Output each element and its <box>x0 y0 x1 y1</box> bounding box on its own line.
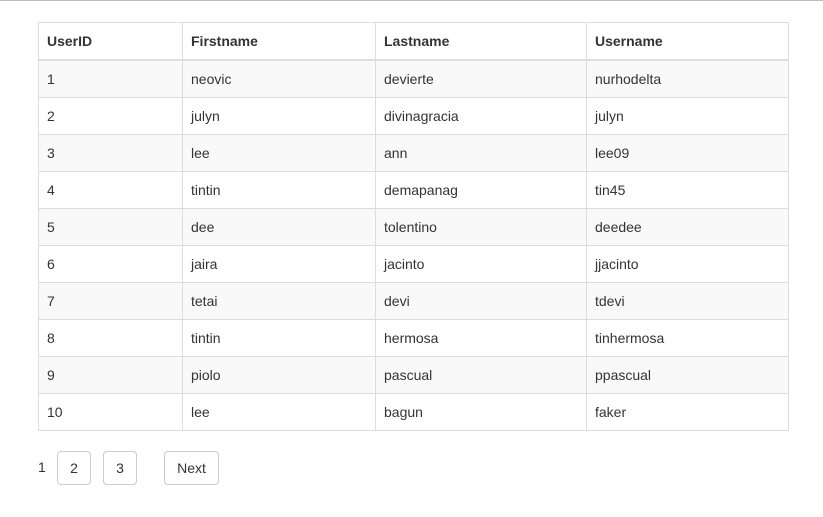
cell-username: tinhermosa <box>587 320 789 357</box>
cell-userid: 9 <box>39 357 183 394</box>
cell-lastname: tolentino <box>376 209 587 246</box>
cell-username: tin45 <box>587 172 789 209</box>
table-row <box>39 209 789 246</box>
cell-lastname: ann <box>376 135 587 172</box>
cell-userid: 2 <box>39 98 183 135</box>
cell-lastname: devierte <box>376 60 587 98</box>
cell-userid: 7 <box>39 283 183 320</box>
header-lastname: Lastname <box>376 23 587 61</box>
table-row <box>39 320 789 357</box>
pagination <box>38 451 219 485</box>
cell-userid: 3 <box>39 135 183 172</box>
cell-firstname: tetai <box>183 283 376 320</box>
table-row <box>39 98 789 135</box>
cell-firstname: piolo <box>183 357 376 394</box>
table-row <box>39 60 789 98</box>
users-table <box>38 22 789 431</box>
cell-userid: 5 <box>39 209 183 246</box>
cell-lastname: pascual <box>376 357 587 394</box>
cell-userid: 10 <box>39 394 183 431</box>
cell-username: nurhodelta <box>587 60 789 98</box>
table-row <box>39 172 789 209</box>
cell-userid: 6 <box>39 246 183 283</box>
cell-username: jjacinto <box>587 246 789 283</box>
header-firstname: Firstname <box>183 23 376 61</box>
table-row <box>39 283 789 320</box>
header-username: Username <box>587 23 789 61</box>
users-table-container <box>38 22 788 431</box>
cell-firstname: tintin <box>183 172 376 209</box>
page-2-button[interactable]: 2 <box>57 451 91 485</box>
cell-username: deedee <box>587 209 789 246</box>
cell-firstname: lee <box>183 135 376 172</box>
cell-firstname: julyn <box>183 98 376 135</box>
cell-userid: 4 <box>39 172 183 209</box>
top-divider <box>0 0 823 1</box>
cell-firstname: jaira <box>183 246 376 283</box>
table-row <box>39 135 789 172</box>
cell-firstname: lee <box>183 394 376 431</box>
cell-lastname: divinagracia <box>376 98 587 135</box>
cell-lastname: hermosa <box>376 320 587 357</box>
cell-username: lee09 <box>587 135 789 172</box>
header-userid: UserID <box>39 23 183 61</box>
cell-userid: 8 <box>39 320 183 357</box>
cell-username: tdevi <box>587 283 789 320</box>
cell-firstname: dee <box>183 209 376 246</box>
current-page-indicator: 1 <box>38 459 46 475</box>
table-row <box>39 394 789 431</box>
page-3-button[interactable]: 3 <box>103 451 137 485</box>
cell-lastname: bagun <box>376 394 587 431</box>
cell-username: faker <box>587 394 789 431</box>
cell-firstname: neovic <box>183 60 376 98</box>
table-row <box>39 357 789 394</box>
cell-lastname: jacinto <box>376 246 587 283</box>
table-header-row <box>39 23 789 61</box>
cell-lastname: devi <box>376 283 587 320</box>
cell-firstname: tintin <box>183 320 376 357</box>
cell-lastname: demapanag <box>376 172 587 209</box>
cell-username: ppascual <box>587 357 789 394</box>
cell-username: julyn <box>587 98 789 135</box>
table-row <box>39 246 789 283</box>
cell-userid: 1 <box>39 60 183 98</box>
next-page-button[interactable]: Next <box>164 451 219 485</box>
